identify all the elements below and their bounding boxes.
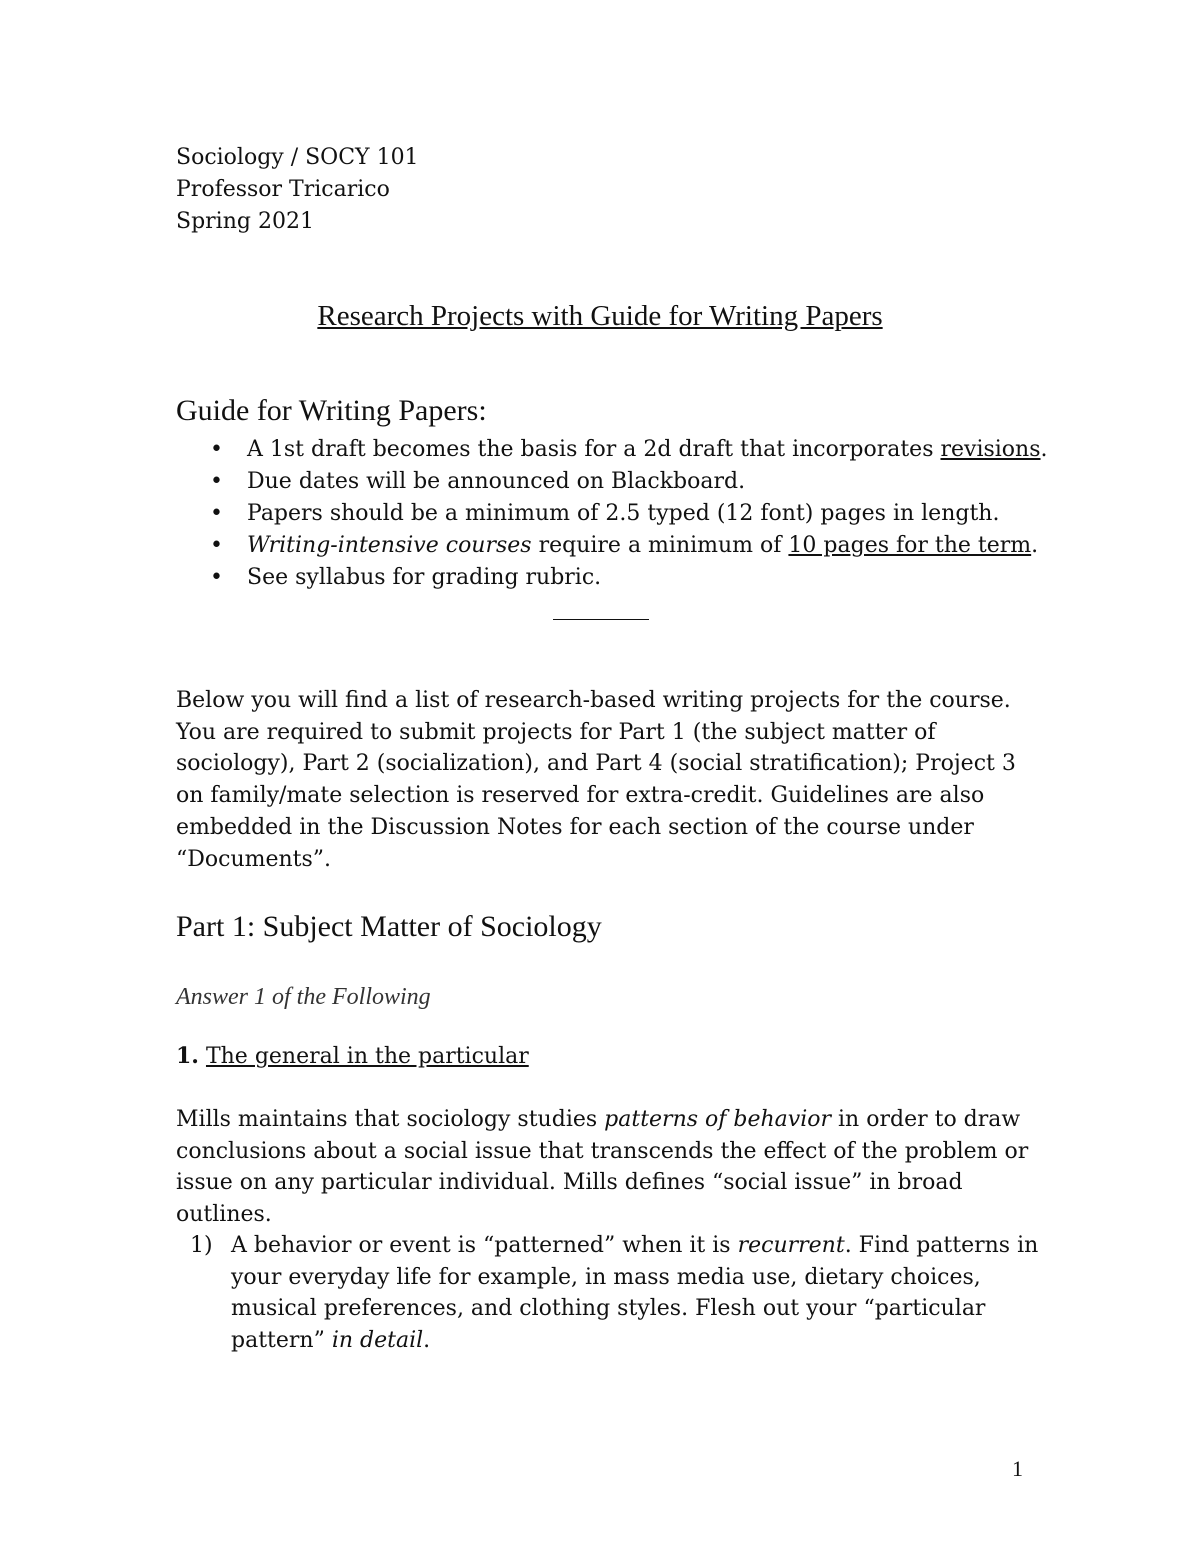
underlined-text: 10 pages for the term bbox=[788, 533, 1032, 558]
paragraph-line: You are required to submit projects for Part 1 (the subject matter of bbox=[176, 719, 936, 745]
course-name: Sociology / SOCY 101 bbox=[176, 145, 419, 170]
paragraph-line bbox=[176, 1104, 1028, 1136]
numbered-item-body bbox=[231, 1230, 1038, 1357]
emphasis-text: in detail bbox=[331, 1328, 424, 1354]
list-item-text: See syllabus for grading rubric. bbox=[247, 565, 602, 590]
paragraph-line: sociology), Part 2 (socialization), and Part 4 (social stratification); Project 3 bbox=[176, 751, 1016, 777]
list-item bbox=[210, 466, 1048, 498]
part1-instruction: Answer 1 of the Following bbox=[176, 984, 431, 1010]
paragraph-line: Below you will find a list of research-based writing projects for the course. bbox=[176, 688, 1011, 713]
term: Spring 2021 bbox=[176, 209, 314, 234]
text-run: A behavior or event is “patterned” when it is bbox=[231, 1233, 738, 1258]
professor-name: Professor Tricarico bbox=[176, 177, 390, 202]
paragraph-line: conclusions about a social issue that transcends the effect of the problem or bbox=[176, 1138, 1029, 1164]
list-item-text: . bbox=[1040, 437, 1048, 462]
list-item bbox=[210, 530, 1048, 562]
list-item-text: require a minimum of bbox=[531, 533, 789, 558]
item-title: The general in the particular bbox=[205, 1044, 529, 1069]
paragraph-line: your everyday life for example, in mass media use, dietary choices, bbox=[231, 1264, 981, 1290]
text-run: . Find patterns in bbox=[844, 1233, 1039, 1258]
paragraph-line: embedded in the Discussion Notes for each section of the course under bbox=[176, 814, 974, 840]
text-run: in order to draw bbox=[831, 1107, 1021, 1132]
intro-paragraph bbox=[176, 685, 1016, 875]
guide-list bbox=[210, 434, 1048, 594]
guide-heading: Guide for Writing Papers: bbox=[176, 394, 487, 427]
paragraph-line bbox=[231, 1230, 1038, 1262]
emphasis-text: patterns of behavior bbox=[604, 1107, 832, 1132]
item-heading bbox=[176, 1040, 529, 1073]
text-run: . bbox=[423, 1328, 431, 1354]
list-item-text: Due dates will be announced on Blackboard. bbox=[247, 469, 746, 494]
list-item bbox=[210, 434, 1048, 466]
list-item-text: A 1st draft becomes the basis for a 2d draft that incorporates bbox=[247, 437, 941, 462]
revisions-text: revisions bbox=[940, 437, 1041, 462]
text-run: pattern” bbox=[231, 1328, 332, 1354]
part1-heading: Part 1: Subject Matter of Sociology bbox=[176, 910, 602, 943]
list-item-text: Papers should be a minimum of 2.5 typed (12 font) pages in length. bbox=[247, 501, 1000, 526]
emphasis-text: Writing-intensive courses bbox=[247, 533, 532, 558]
list-item bbox=[210, 562, 1048, 594]
page-number: 1 bbox=[1012, 1456, 1023, 1481]
text-run: Mills maintains that sociology studies bbox=[176, 1107, 605, 1132]
paragraph-line bbox=[231, 1325, 1038, 1357]
paragraph-line: musical preferences, and clothing styles. Flesh out your “particular bbox=[231, 1296, 986, 1322]
emphasis-text: recurrent bbox=[737, 1233, 845, 1258]
list-item-text: . bbox=[1031, 533, 1039, 558]
item-number: 1. bbox=[176, 1043, 199, 1069]
document-title: Research Projects with Guide for Writing Papers bbox=[317, 300, 883, 332]
list-item bbox=[210, 498, 1048, 530]
item-number: 1) bbox=[190, 1233, 213, 1258]
paragraph-line: outlines. bbox=[176, 1202, 272, 1228]
paragraph-line: “Documents”. bbox=[176, 846, 332, 872]
paragraph-line: on family/mate selection is reserved for extra-credit. Guidelines are also bbox=[176, 783, 985, 809]
paragraph-line: issue on any particular individual. Mills defines “social issue” in broad bbox=[176, 1170, 963, 1196]
mills-paragraph bbox=[176, 1104, 1028, 1231]
section-divider bbox=[553, 619, 649, 620]
